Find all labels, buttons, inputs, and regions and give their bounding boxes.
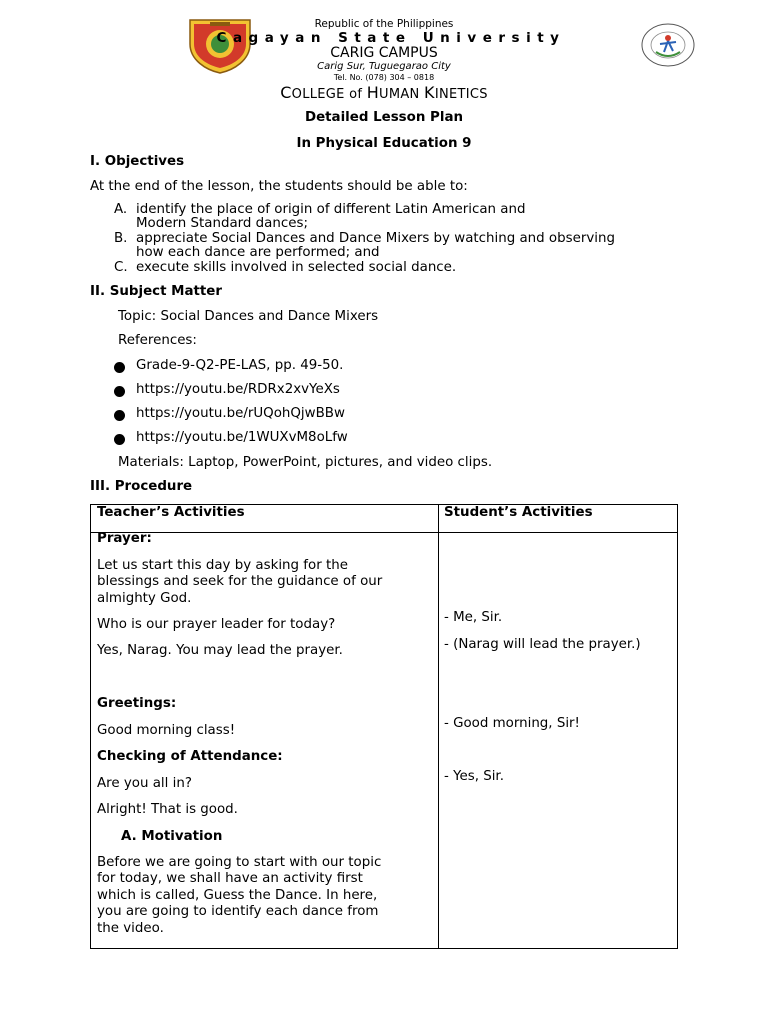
- motivation-text: for today, we shall have an activity first: [97, 871, 363, 886]
- prayer-leader-answer: Yes, Narag. You may lead the prayer.: [97, 643, 343, 658]
- prayer-leader-question: Who is our prayer leader for today?: [97, 617, 336, 632]
- objective-text: appreciate Social Dances and Dance Mixers by watching and observing: [136, 231, 615, 246]
- procedure-heading: III. Procedure: [90, 479, 193, 494]
- telephone-line: Tel. No. (078) 304 – 0818: [333, 73, 435, 82]
- greetings-heading: Greetings:: [97, 696, 177, 711]
- motivation-text: the video.: [97, 921, 164, 936]
- motivation-heading: A. Motivation: [121, 829, 223, 844]
- student-response: - Yes, Sir.: [444, 769, 504, 784]
- subject-matter-heading: II. Subject Matter: [90, 284, 222, 299]
- prayer-text: blessings and seek for the guidance of our: [97, 574, 383, 589]
- objective-text: execute skills involved in selected social dance.: [136, 260, 457, 275]
- header-divider: [91, 532, 677, 533]
- objective-text: identify the place of origin of different Latin American and: [136, 202, 526, 217]
- attendance-response: Alright! That is good.: [97, 802, 238, 817]
- attendance-question: Are you all in?: [97, 776, 192, 791]
- objectives-intro: At the end of the lesson, the students should be able to:: [90, 179, 468, 194]
- bullet-icon: [114, 362, 125, 373]
- student-response: - (Narag will lead the prayer.): [444, 637, 641, 652]
- reference-link[interactable]: https://youtu.be/1WUXvM8oLfw: [136, 430, 348, 445]
- prayer-heading: Prayer:: [97, 531, 152, 546]
- chk-seal: [640, 22, 696, 68]
- campus-name: CARIG CAMPUS: [330, 45, 438, 61]
- column-divider: [438, 505, 439, 948]
- prayer-text: Let us start this day by asking for the: [97, 558, 348, 573]
- bullet-icon: [114, 410, 125, 421]
- objective-marker: C.: [114, 260, 128, 275]
- address-line: Carig Sur, Tuguegarao City: [317, 61, 451, 72]
- reference-link[interactable]: https://youtu.be/rUQohQjwBBw: [136, 406, 345, 421]
- objective-marker: B.: [114, 231, 128, 246]
- objective-text-cont: Modern Standard dances;: [136, 216, 308, 231]
- materials-line: Materials: Laptop, PowerPoint, pictures, and video clips.: [118, 455, 493, 470]
- column-header-teacher: Teacher’s Activities: [97, 505, 245, 520]
- college-name: COLLEGE of HUMAN KINETICS: [280, 83, 488, 102]
- topic-line: Topic: Social Dances and Dance Mixers: [118, 309, 379, 324]
- subject-title: In Physical Education 9: [296, 136, 472, 151]
- university-name: Cagayan State University: [216, 30, 566, 46]
- objective-marker: A.: [114, 202, 128, 217]
- bullet-icon: [114, 386, 125, 397]
- prayer-text: almighty God.: [97, 591, 192, 606]
- reference-link[interactable]: https://youtu.be/RDRx2xvYeXs: [136, 382, 340, 397]
- attendance-heading: Checking of Attendance:: [97, 749, 283, 764]
- motivation-text: Before we are going to start with our topic: [97, 855, 382, 870]
- student-response: - Good morning, Sir!: [444, 716, 580, 731]
- republic-line: Republic of the Philippines: [314, 18, 454, 30]
- motivation-text: which is called, Guess the Dance. In here,: [97, 888, 378, 903]
- plan-title: Detailed Lesson Plan: [304, 110, 464, 125]
- objectives-heading: I. Objectives: [90, 154, 185, 169]
- student-response: - Me, Sir.: [444, 610, 503, 625]
- references-label: References:: [118, 333, 197, 348]
- greetings-text: Good morning class!: [97, 723, 236, 738]
- procedure-table: [90, 504, 678, 949]
- column-header-student: Student’s Activities: [444, 505, 593, 520]
- bullet-icon: [114, 434, 125, 445]
- reference-item: Grade-9-Q2-PE-LAS, pp. 49-50.: [136, 358, 344, 373]
- motivation-text: you are going to identify each dance from: [97, 904, 379, 919]
- objective-text-cont: how each dance are performed; and: [136, 245, 380, 260]
